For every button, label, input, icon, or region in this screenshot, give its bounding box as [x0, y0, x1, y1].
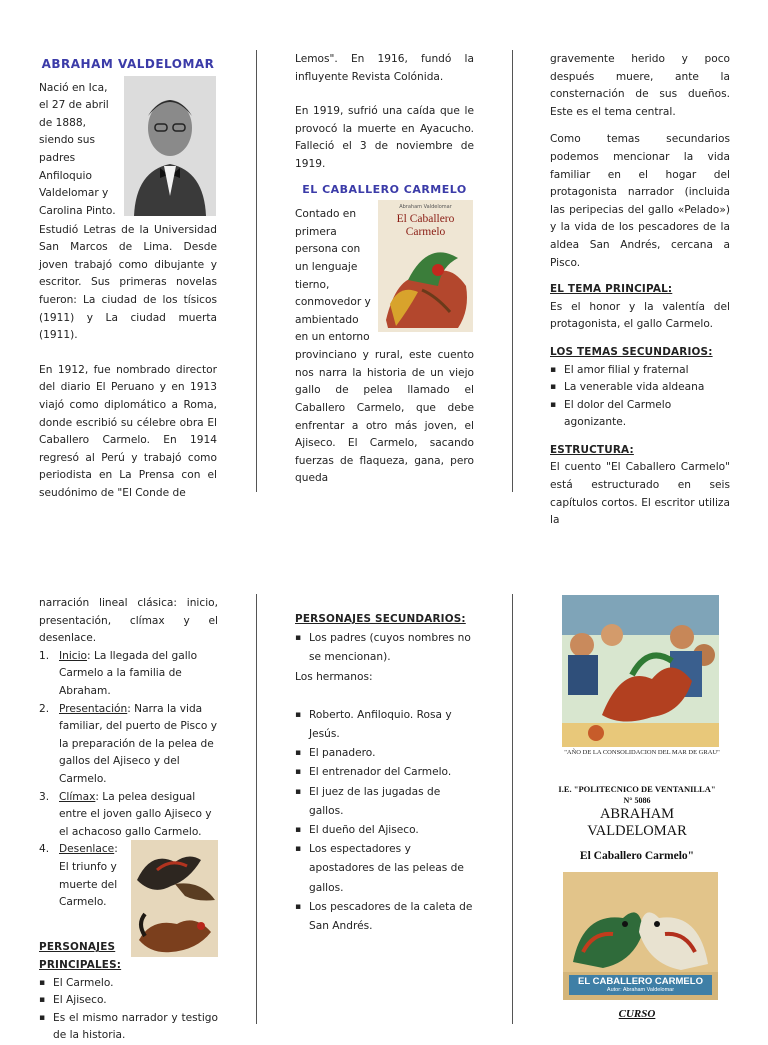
intro-line: Contado en	[295, 208, 357, 221]
intro-line: Valdelomar y	[39, 187, 109, 200]
item-term: Presentación	[59, 702, 128, 715]
column-story	[295, 51, 474, 488]
intro-line: Carolina Pinto.	[39, 204, 116, 217]
list-item	[39, 648, 218, 701]
intro-line: en un entorno	[295, 331, 370, 344]
structure-paragraph: El cuento "El Caballero Carmelo" está estructurado en seis capítulos cortos. El escritor utiliza la	[550, 461, 730, 527]
list-item: ▪ El juez de las jugadas de gallos.	[295, 783, 474, 821]
section-title-abraham: ABRAHAM VALDELOMAR	[41, 57, 215, 71]
list-item: ▪ Los espectadores y apostadores de las peleas de gallos.	[295, 840, 474, 898]
bio-paragraph: En 1919, sufrió una caída que le provocó la muerte en Ayacucho. Falleció el 3 de noviembre de 1919.	[295, 105, 474, 170]
list-item	[39, 789, 218, 842]
intro-line: Nació en Ica,	[39, 81, 108, 94]
work-title: El Caballero Carmelo"	[579, 850, 695, 862]
list-item: ▪ La venerable vida aldeana	[550, 379, 730, 397]
secondary-characters-list	[295, 706, 474, 936]
column-divider	[512, 594, 513, 1024]
item-number: 3.	[39, 790, 50, 803]
tema-paragraph: Es el honor y la valentía del protagonista, el gallo Carmelo.	[550, 300, 730, 331]
column-divider	[256, 50, 257, 492]
item-term: Inicio	[59, 649, 88, 662]
intro-line: padres	[39, 151, 76, 164]
intro-line: de 1888,	[39, 116, 86, 129]
list-item: ▪ Los padres (cuyos nombres no se mencionan).	[295, 629, 474, 667]
intro-line: el 27 de abril	[39, 99, 109, 112]
book-cover-roosters	[563, 872, 718, 1000]
author-name: VALDELOMAR	[587, 823, 687, 839]
story-paragraph: Como temas secundarios podemos mencionar la vida familiar en el hogar del protagonista narrador (incluida las peripecias del gallo «Pelado») y la vida de los pescadores de la aldea San Andrés, cercana a Pisco.	[550, 133, 730, 269]
item-term: Desenlace	[59, 843, 115, 856]
book-title-line: Carmelo	[405, 226, 446, 239]
column-secondary-characters	[295, 610, 474, 936]
list-item: ▪ El Carmelo.	[39, 975, 218, 993]
item-text: : La llegada del gallo Carmelo a la familia de Abraham.	[59, 649, 198, 697]
heading-estructura: ESTRUCTURA:	[550, 443, 634, 456]
item-number: 4.	[39, 843, 50, 856]
list-item: ▪ El amor filial y fraternal	[550, 362, 730, 380]
item-term: Clímax	[59, 790, 96, 803]
author-name: ABRAHAM	[599, 806, 675, 822]
secondary-themes-list	[550, 362, 730, 432]
bio-paragraph: En 1912, fue nombrado director del diario El Peruano y en 1913 viajó como diplomático a Roma, donde escribió su célebre obra El Caballero Carmelo. En 1914 regresó al Perú y trabajó como periodista en La Prensa con el seudónimo de "El Conde de	[39, 363, 217, 499]
list-item: ▪ El entrenador del Carmelo.	[295, 763, 474, 782]
list-item: ▪ El panadero.	[295, 744, 474, 763]
section-title-caballero: EL CABALLERO CARMELO	[302, 182, 467, 196]
list-item	[39, 701, 218, 789]
heading-tema-principal: EL TEMA PRINCIPAL:	[550, 283, 673, 296]
item-number: 2.	[39, 702, 50, 715]
cover-band-title: EL CABALLERO CARMELO	[578, 976, 703, 987]
heading-personajes-secundarios: PERSONAJES SECUNDARIOS:	[295, 613, 466, 625]
list-item: ▪ Roberto. Anfiloquio. Rosa y Jesús.	[295, 706, 474, 744]
list-item: ▪ El dolor del Carmelo agonizante.	[550, 397, 730, 432]
item-text: :	[114, 843, 118, 856]
bio-paragraph: Estudió Letras de la Universidad San Marcos de Lima. Desde joven trabajó como dibujante y escritor. Sus primeras novelas fueron: La ciudad de los tísicos (1911) y La ciudad muerta (1911).	[39, 223, 217, 342]
book-title-line: El Caballero	[396, 213, 455, 226]
item-text: El triunfo y	[59, 860, 117, 873]
year-caption: "AÑO DE LA CONSOLIDACION DEL MAR DE GRAU"	[564, 749, 720, 756]
list-item: ▪ El dueño del Ajiseco.	[295, 821, 474, 840]
fighting-roosters-image	[131, 840, 218, 957]
column-structure	[39, 595, 218, 1045]
main-characters-list	[39, 975, 218, 1045]
portrait-photo	[124, 76, 216, 216]
column-themes	[550, 51, 730, 530]
item-text: muerte del	[59, 878, 118, 891]
intro-line: un lenguaje	[295, 260, 358, 273]
intro-line: persona con	[295, 243, 361, 256]
book-cover-image	[378, 200, 473, 332]
parents-list	[295, 629, 474, 667]
column-biography	[39, 56, 217, 503]
column-divider	[512, 50, 513, 492]
intro-line: siendo sus	[39, 134, 96, 147]
intro-line: Anfiloquio	[39, 169, 92, 182]
item-number: 1.	[39, 649, 50, 662]
item-text: : Narra la vida familiar, del puerto de Pisco y la preparación de la pelea de gallos del Ajiseco y del Carmelo.	[59, 702, 217, 785]
story-paragraph: provinciano y rural, este cuento nos narra la historia de un viejo gallo de pelea llamado el Caballero Carmelo, que debe enfrentar a otro más joven, el Ajiseco. El Carmelo, sacando fuerzas de flaqueza, gana, pero queda	[295, 349, 474, 485]
intro-line: tierno,	[295, 278, 330, 291]
intro-line: conmovedor y	[295, 296, 371, 309]
school-name: I.E. "POLITECNICO DE VENTANILLA"	[558, 784, 716, 794]
bio-paragraph: Lemos". En 1916, fundó la influyente Revista Colónida.	[295, 53, 474, 83]
column-divider	[256, 594, 257, 1024]
cockfight-illustration	[562, 595, 719, 747]
heading-temas-secundarios: LOS TEMAS SECUNDARIOS:	[550, 345, 713, 358]
structure-paragraph: narración lineal clásica: inicio, presentación, clímax y el desenlace.	[39, 597, 218, 645]
course-label: CURSO	[618, 1008, 656, 1020]
item-text: : La pelea desigual entre el joven gallo Ajiseco y el achacoso gallo Carmelo.	[59, 790, 212, 838]
story-paragraph: gravemente herido y poco después muere, ante la consternación de sus dueños. Este es el tema central.	[550, 53, 730, 118]
list-item: ▪ El Ajiseco.	[39, 992, 218, 1010]
school-number: N° 5086	[623, 796, 651, 805]
heading-personajes-principales: PRINCIPALES:	[39, 958, 122, 971]
list-item: ▪ Es el mismo narrador y testigo de la historia.	[39, 1010, 218, 1045]
hermanos-label: Los hermanos:	[295, 670, 373, 683]
book-author: Abraham Valdelomar	[399, 204, 452, 211]
intro-line: ambientado	[295, 313, 359, 326]
heading-personajes-principales: PERSONAJES	[39, 941, 116, 954]
list-item: ▪ Los pescadores de la caleta de San Andrés.	[295, 898, 474, 936]
intro-line: primera	[295, 225, 337, 238]
item-text: Carmelo.	[59, 896, 107, 909]
cover-band-author: Autor: Abraham Valdelomar	[606, 987, 675, 993]
